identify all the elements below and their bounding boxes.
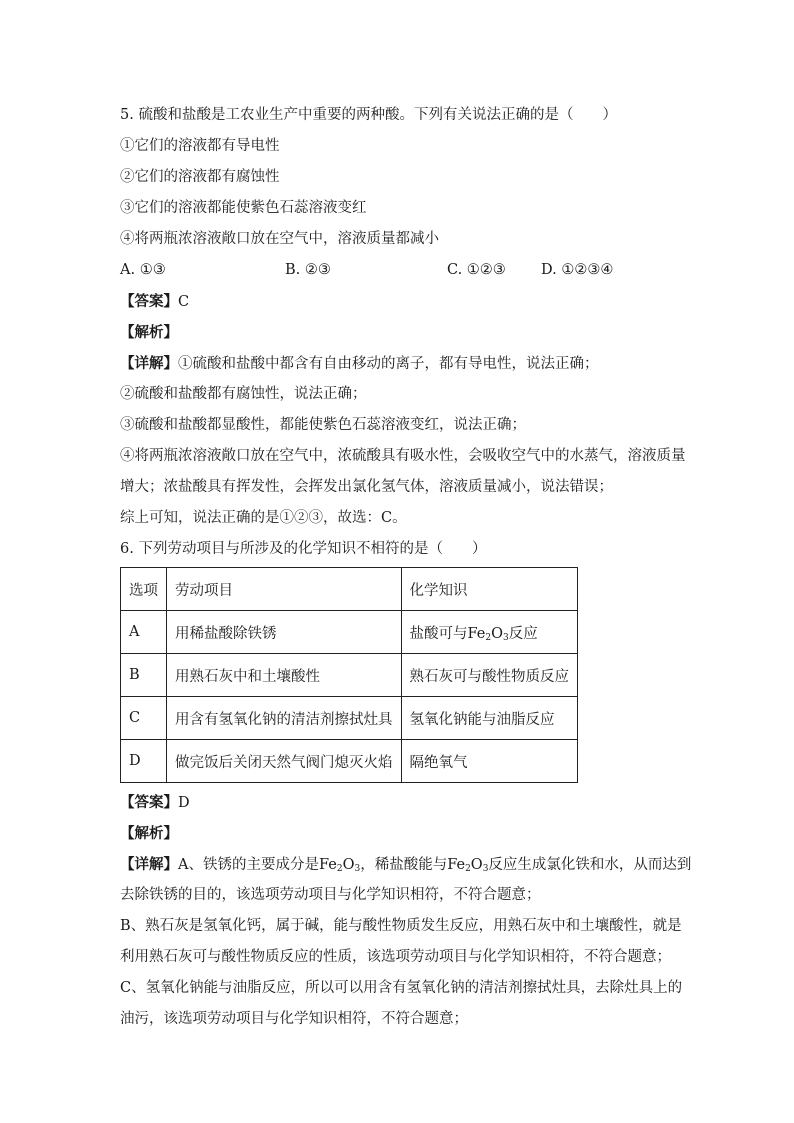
q6-detail-text: A、铁锈的主要成分是 xyxy=(178,857,319,873)
q5-option-b: B. ②③ xyxy=(285,262,331,278)
q5-statement-2: ②它们的溶液都有腐蚀性 xyxy=(120,169,280,185)
q5-statement-4: ④将两瓶浓溶液敞口放在空气中，溶液质量都减小 xyxy=(120,231,439,247)
table-cell-option: B xyxy=(121,654,167,697)
knowledge-text: 反应 xyxy=(508,625,538,642)
q6-detail-text: 反应生成氯化铁和水，从而达到 xyxy=(488,857,692,873)
q6-detail-text: ，稀盐酸能与 xyxy=(360,857,448,873)
q5-detail-text-1: ①硫酸和盐酸中都含有自由移动的离子，都有导电性，说法正确； xyxy=(178,356,599,372)
q5-detail-3: ③硫酸和盐酸都显酸性，都能使紫色石蕊溶液变红，说法正确； xyxy=(120,417,526,433)
table-cell-option: C xyxy=(121,697,167,740)
q6-answer-value: D xyxy=(178,795,190,811)
q6-detail-6: 油污，该选项劳动项目与化学知识相符，不符合题意； xyxy=(120,1011,468,1027)
q5-detail-4: ④将两瓶浓溶液敞口放在空气中，浓硫酸具有吸水性，会吸收空气中的水蒸气，溶液质量 xyxy=(120,448,686,464)
q5-answer-value: C xyxy=(178,294,190,310)
q6-detail-4: 利用熟石灰可与酸性物质反应的性质，该选项劳动项目与化学知识相符，不符合题意； xyxy=(120,949,671,965)
table-cell-option: A xyxy=(121,611,167,654)
q5-detail-5: 增大；浓盐酸具有挥发性，会挥发出氯化氢气体，溶液质量减小，说法错误； xyxy=(120,479,613,495)
q5-stem: 5. 硫酸和盐酸是工农业生产中重要的两种酸。下列有关说法正确的是（ ） xyxy=(120,107,617,123)
table-row xyxy=(121,697,578,740)
table-row xyxy=(121,740,578,783)
q5-detail-1 xyxy=(120,348,680,379)
table-row xyxy=(121,654,578,697)
knowledge-text: 盐酸可与 xyxy=(409,625,468,642)
table-cell-knowledge: 熟石灰可与酸性物质反应 xyxy=(401,654,578,697)
q5-option-c: C. ①②③ xyxy=(447,262,506,278)
q6-analysis-label: 【解析】 xyxy=(120,825,178,842)
q5-answer-label: 【答案】 xyxy=(120,293,178,310)
table-cell-option: D xyxy=(121,740,167,783)
table-row xyxy=(121,611,578,654)
q6-answer-label: 【答案】 xyxy=(120,794,178,811)
chemical-formula: $Fe_2O_3$ xyxy=(467,625,509,643)
q5-statement-3: ③它们的溶液都能使紫色石蕊溶液变红 xyxy=(120,200,367,216)
q6-table xyxy=(120,567,578,783)
q6-detail-3: B、熟石灰是氢氧化钙，属于碱，能与酸性物质发生反应，用熟石灰中和土壤酸性，就是 xyxy=(120,918,682,934)
table-header-item: 劳动项目 xyxy=(167,568,402,611)
q5-option-a: A. ①③ xyxy=(120,262,166,278)
table-header-option: 选项 xyxy=(121,568,167,611)
q5-detail-label: 【详解】 xyxy=(120,355,178,372)
table-cell-item: 用含有氢氧化钠的清洁剂擦拭灶具 xyxy=(167,697,402,740)
table-cell-item: 用稀盐酸除铁锈 xyxy=(167,611,402,654)
table-cell-item: 用熟石灰中和土壤酸性 xyxy=(167,654,402,697)
table-cell-knowledge: 氢氧化钠能与油脂反应 xyxy=(401,697,578,740)
q5-option-d: D. ①②③④ xyxy=(541,262,614,278)
table-header-row xyxy=(121,568,578,611)
q6-stem: 6. 下列劳动项目与所涉及的化学知识不相符的是（ ） xyxy=(120,541,487,557)
q5-detail-6: 综上可知，说法正确的是①②③，故选：C。 xyxy=(120,510,407,526)
q6-detail-2: 去除铁锈的目的，该选项劳动项目与化学知识相符，不符合题意； xyxy=(120,887,541,903)
q5-analysis-label: 【解析】 xyxy=(120,324,178,341)
chemical-formula: $Fe_2O_3$ xyxy=(318,857,361,874)
document-page xyxy=(120,100,692,1035)
table-cell-knowledge xyxy=(401,611,578,654)
q5-answer xyxy=(120,286,680,317)
table-cell-knowledge: 隔绝氧气 xyxy=(401,740,578,783)
table-header-knowledge: 化学知识 xyxy=(401,568,578,611)
q5-options xyxy=(120,255,680,286)
q5-statement-1: ①它们的溶液都有导电性 xyxy=(120,138,280,154)
table-cell-item: 做完饭后关闭天然气阀门熄灭火焰 xyxy=(167,740,402,783)
chemical-formula: $Fe_2O_3$ xyxy=(447,857,489,874)
q6-detail-label: 【详解】 xyxy=(120,856,178,873)
q6-detail-5: C、氢氧化钠能与油脂反应，所以可以用含有氢氧化钠的清洁剂擦拭灶具，去除灶具上的 xyxy=(120,980,683,996)
q6-answer xyxy=(120,787,680,818)
q5-detail-2: ②硫酸和盐酸都有腐蚀性，说法正确； xyxy=(120,386,367,402)
q6-detail-1 xyxy=(120,849,692,880)
